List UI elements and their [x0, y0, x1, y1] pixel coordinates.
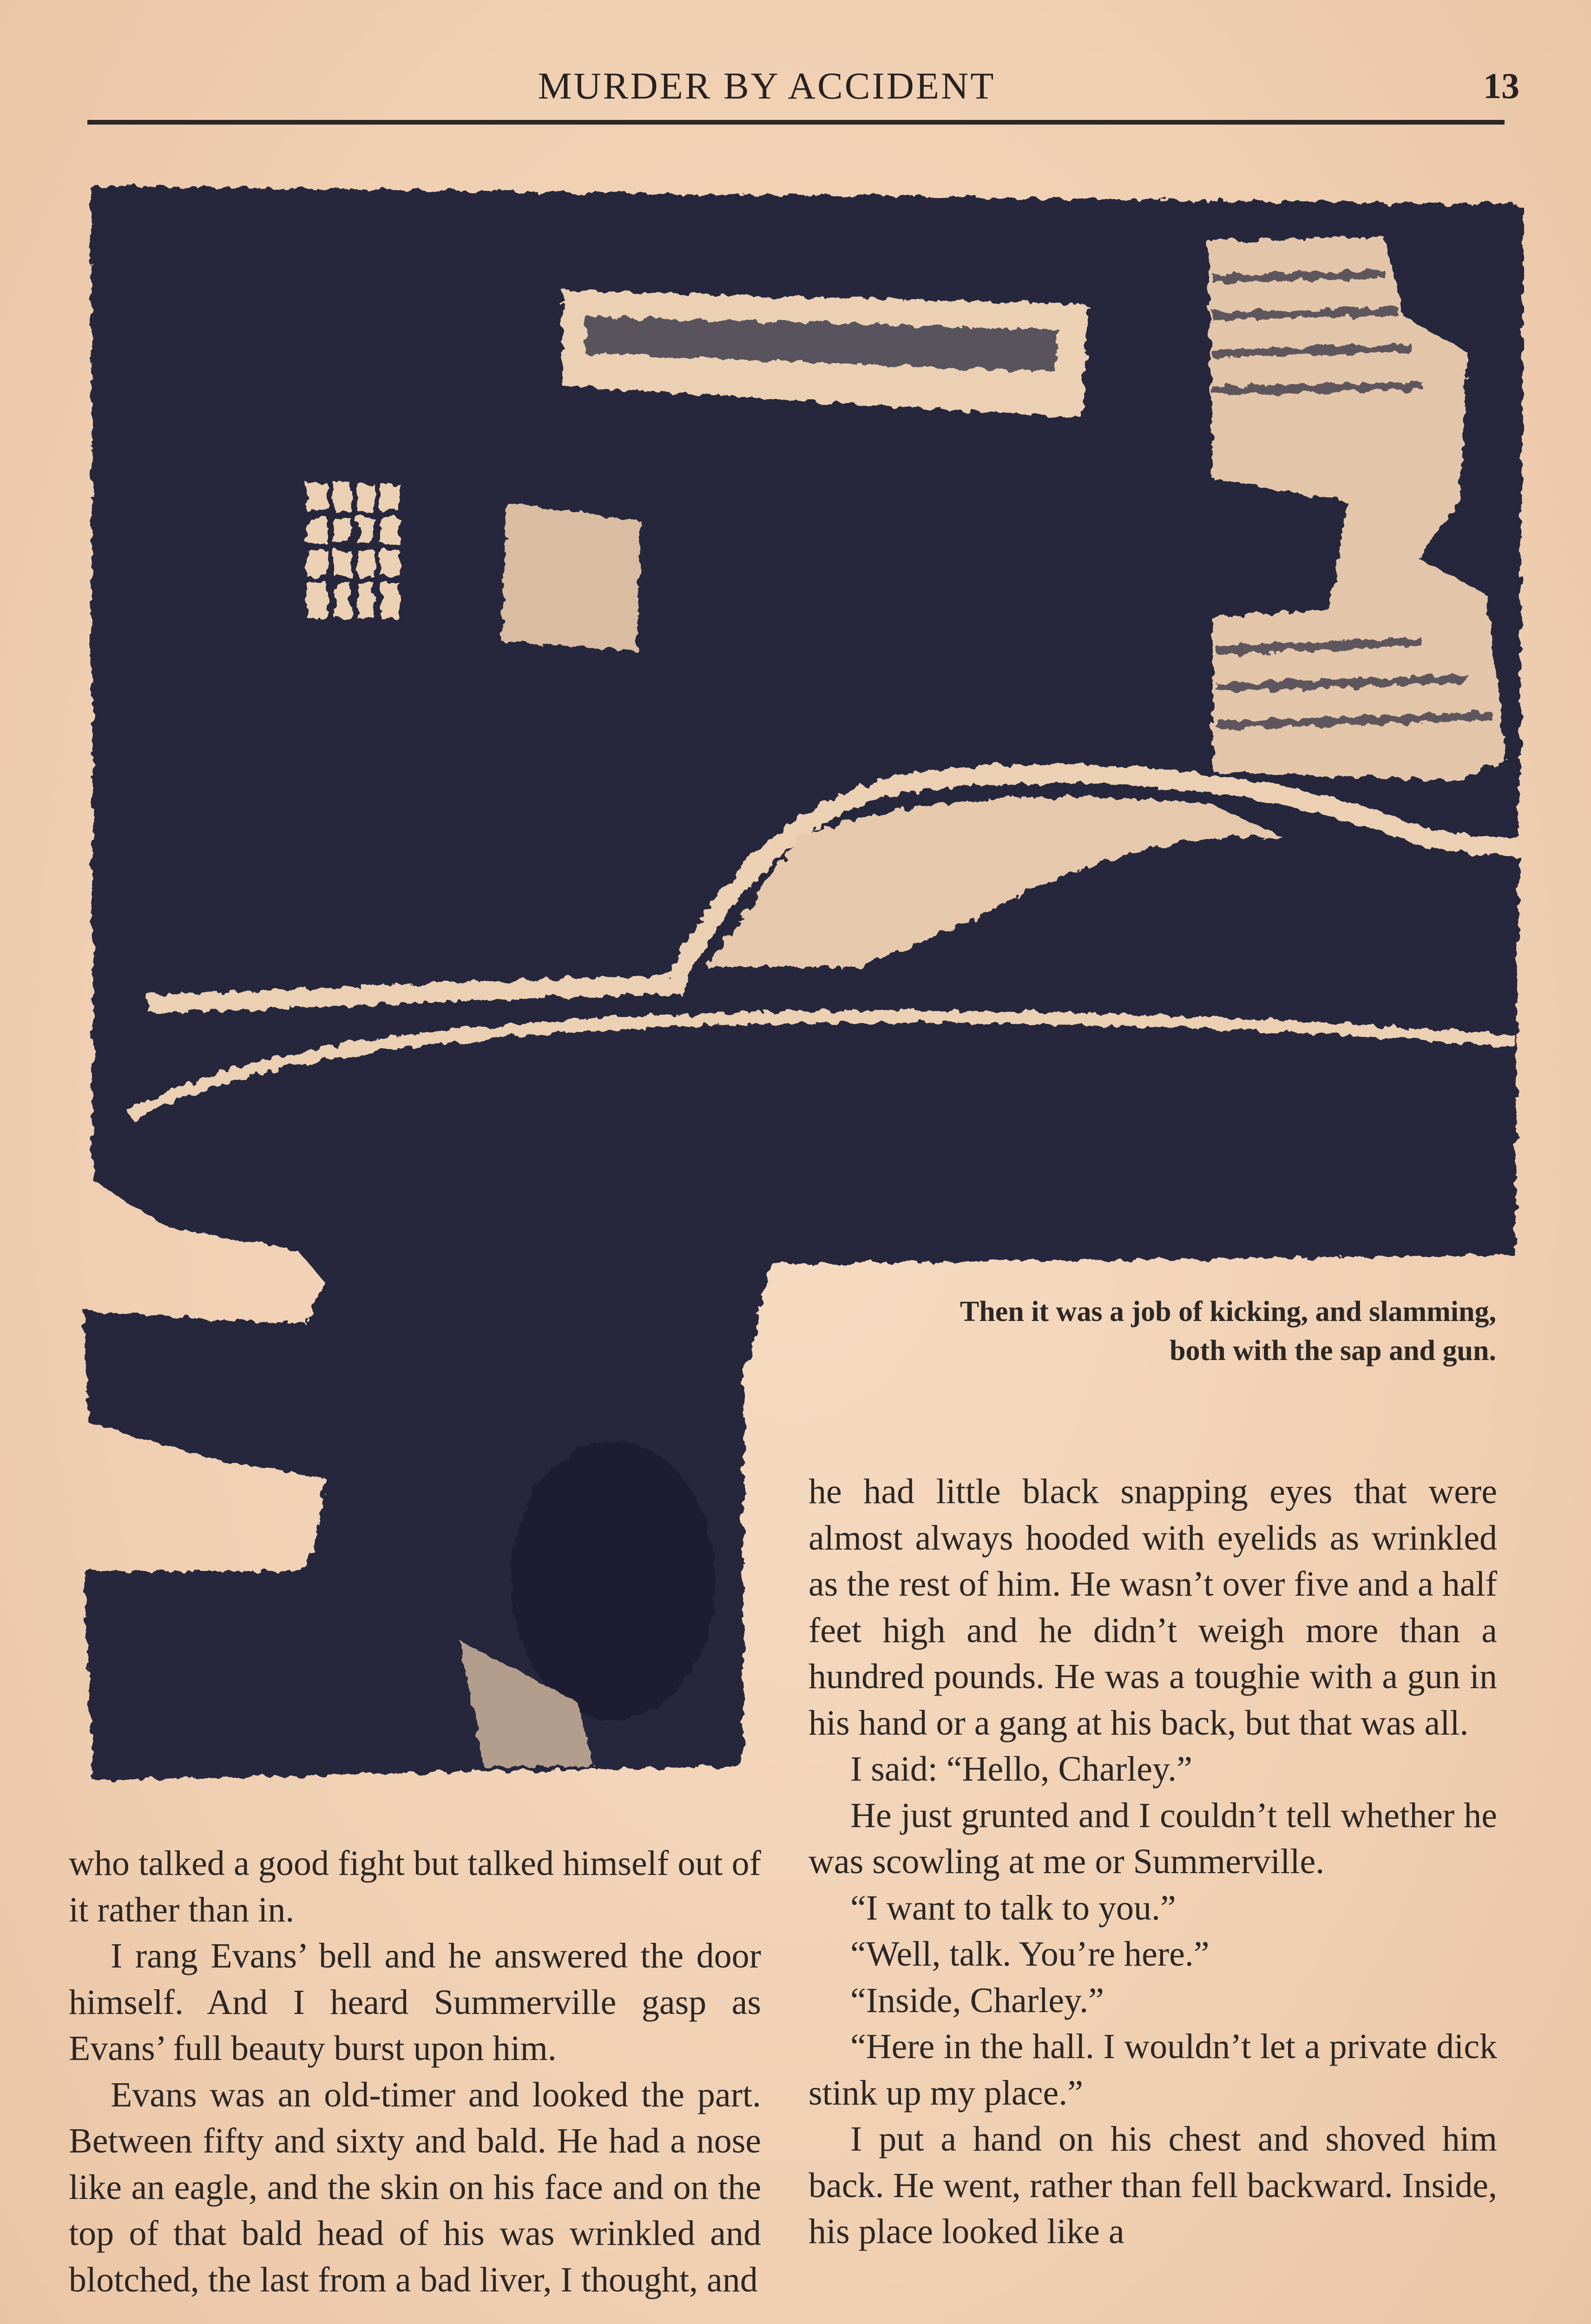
paragraph: He just grunted and I couldn’t tell whether he was scowling at me or Summerville. — [809, 1796, 1497, 1881]
paragraph: “Inside, Charley.” — [850, 1981, 1104, 2020]
window-right — [502, 502, 641, 651]
header-rule — [87, 120, 1505, 125]
paragraph: he had little black snapping eyes that were almost always hooded with eyelids as wrinkled as the rest of him. He wasn’t over five and a half feet high and he didn’t weigh more than a hundred pounds. He was a toughie with a gun in his hand or a gang at his back, but that was all. — [809, 1472, 1497, 1743]
paragraph: “Here in the hall. I wouldn’t let a private dick stink up my place.” — [809, 2027, 1497, 2113]
paragraph: who talked a good fight but talked himself out of it rather than in. — [69, 1844, 761, 1929]
paragraph: I said: “Hello, Charley.” — [850, 1750, 1192, 1789]
car-wheel — [511, 1441, 716, 1720]
text-column-left — [69, 1841, 761, 2303]
page-number: 13 — [1483, 66, 1519, 106]
paragraph: Evans was an old-timer and looked the part. Between fifty and sixty and bald. He had a nose like an eagle, and the skin on his face and on the top of that bald head of his was wrinkled and blotched, the last from a bad liver, I thought, and — [69, 2075, 761, 2299]
illustration-caption: Then it was a job of kicking, and slamming, both with the sap and gun. — [960, 1296, 1496, 1367]
paragraph: “I want to talk to you.” — [850, 1888, 1176, 1928]
running-header-title: MURDER BY ACCIDENT — [538, 65, 996, 107]
text-column-right — [809, 1469, 1497, 2255]
paragraph: I put a hand on his chest and shoved him back. He went, rather than fell backward. Inside, his place looked like a — [809, 2119, 1497, 2251]
paragraph: “Well, talk. You’re here.” — [850, 1934, 1210, 1974]
paragraph: I rang Evans’ bell and he answered the door himself. And I heard Summerville gasp as Evans’ full beauty burst upon him. — [69, 1936, 761, 2068]
